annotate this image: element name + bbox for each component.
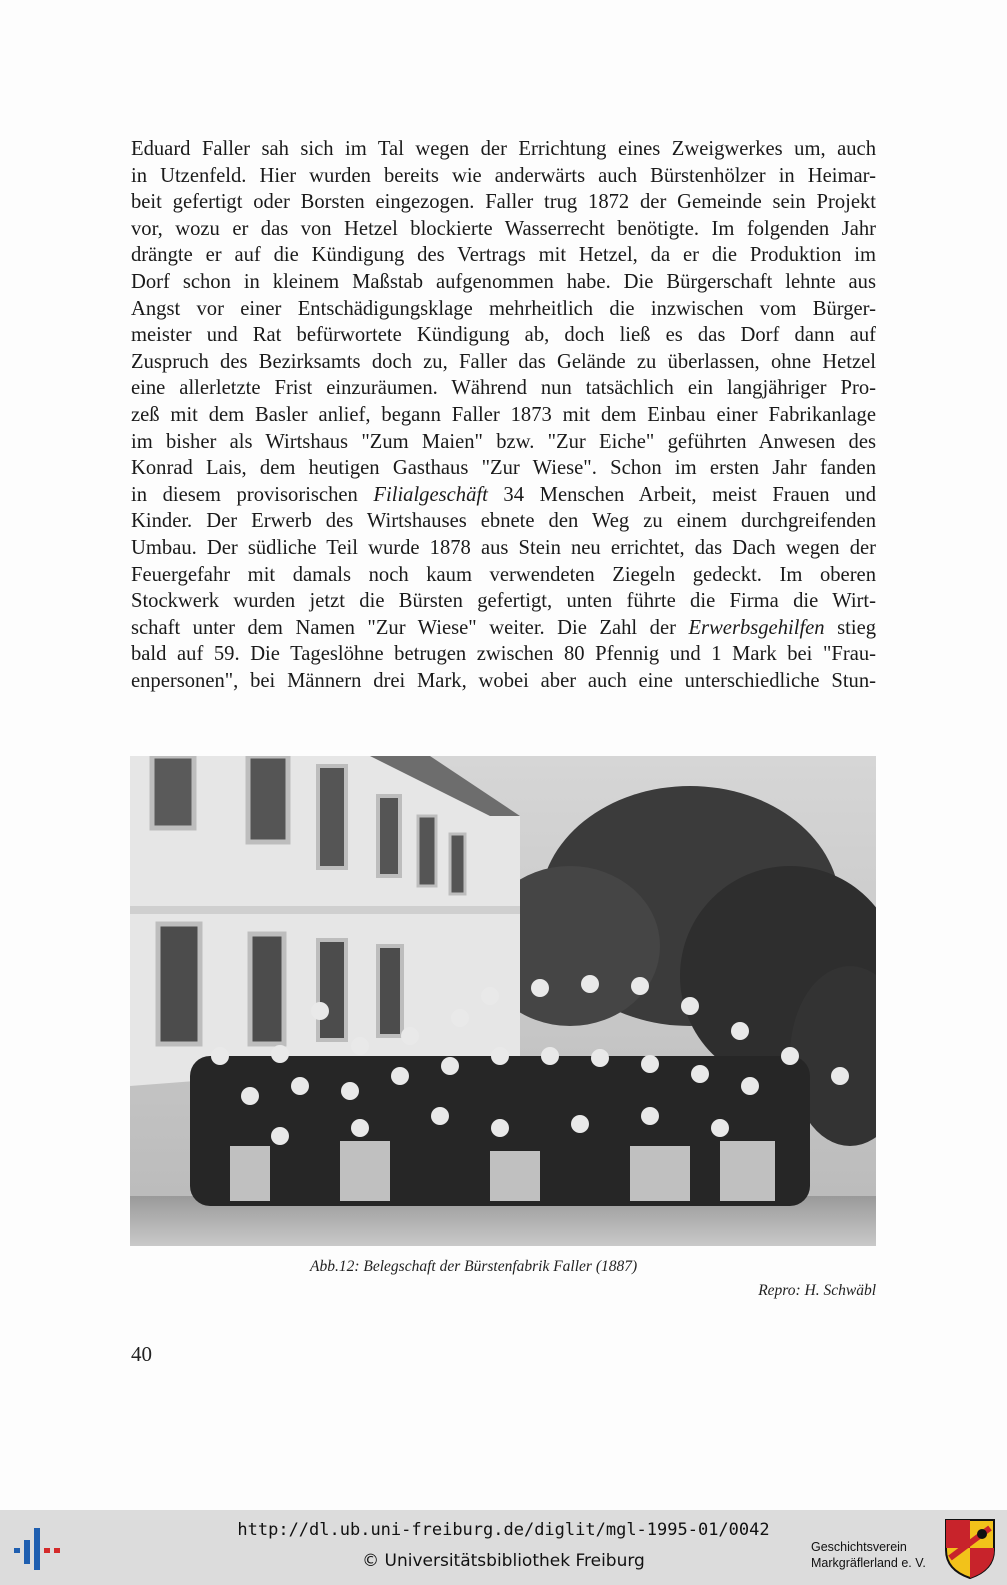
historic-group-photo bbox=[130, 756, 876, 1246]
coat-of-arms-icon bbox=[944, 1518, 996, 1580]
text-line: beit gefertigt oder Borsten eingezogen. Faller trug 1872 der Gemeinde sein Projekt bbox=[131, 191, 876, 214]
footer-bar bbox=[0, 1510, 1007, 1585]
text-segment: 34 Menschen Arbeit, meist Frauen und bbox=[487, 483, 877, 506]
text-segment: stieg bbox=[824, 616, 877, 639]
body-text bbox=[131, 136, 876, 694]
italic-term: Filialgeschäft bbox=[373, 483, 488, 506]
text-line: eine allerletzte Frist einzuräumen. Während nun tatsächlich ein langjähriger Pro- bbox=[131, 377, 876, 400]
text-line: Zuspruch des Bezirksamts doch zu, Faller das Gelände zu überlassen, ohne Hetzel bbox=[131, 350, 876, 373]
text-line: drängte er auf die Kündigung des Vertrags mit Hetzel, da er die Produktion im bbox=[131, 244, 876, 267]
text-line-with-italic bbox=[131, 615, 876, 642]
society-name-line: Geschichtsverein bbox=[811, 1540, 907, 1554]
text-line-with-italic bbox=[131, 482, 876, 509]
society-name-line: Markgräflerland e. V. bbox=[811, 1556, 926, 1570]
text-segment: schaft unter dem Namen "Zur Wiese" weiter. Die Zahl der bbox=[131, 616, 689, 639]
text-segment: in diesem provisorischen bbox=[131, 483, 374, 506]
footer-url-link[interactable]: http://dl.ub.uni-freiburg.de/diglit/mgl-1995-01/0042 bbox=[237, 1520, 770, 1540]
page-number: 40 bbox=[131, 1342, 152, 1366]
text-line: Dorf schon in kleinem Maßstab aufgenommen habe. Die Bürgerschaft lehnte aus bbox=[131, 270, 876, 293]
text-line: Stockwerk wurden jetzt die Bürsten gefertigt, unten führte die Firma die Wirt- bbox=[131, 590, 876, 613]
text-line: Angst vor einer Entschädigungsklage mehrheitlich die inzwischen vom Bürger- bbox=[131, 297, 876, 320]
text-line: Umbau. Der südliche Teil wurde 1878 aus Stein neu errichtet, das Dach wegen der bbox=[131, 536, 876, 559]
society-name bbox=[811, 1539, 926, 1571]
italic-term: Erwerbsgehilfen bbox=[688, 616, 825, 639]
text-line: Konrad Lais, dem heutigen Gasthaus "Zur Wiese". Schon im ersten Jahr fanden bbox=[131, 457, 876, 480]
text-line: meister und Rat befürwortete Kündigung ab, doch ließ es das Dorf dann auf bbox=[131, 324, 876, 347]
footer-copyright: © Universitätsbibliothek Freiburg bbox=[362, 1551, 645, 1571]
text-line: zeß mit dem Basler anlief, begann Faller 1873 mit dem Einbau einer Fabrikanlage bbox=[131, 403, 876, 426]
text-line: Feuergefahr mit damals noch kaum verwendeten Ziegeln gedeckt. Im oberen bbox=[131, 563, 876, 586]
text-line: Kinder. Der Erwerb des Wirtshauses ebnete den Weg zu einem durchgreifenden bbox=[131, 510, 876, 533]
photo-credit: Repro: H. Schwäbl bbox=[758, 1282, 876, 1299]
text-line: bald auf 59. Die Tageslöhne betrugen zwischen 80 Pfennig und 1 Mark bei "Frau- bbox=[131, 643, 876, 666]
figure-caption: Abb.12: Belegschaft der Bürstenfabrik Faller (1887) bbox=[310, 1258, 638, 1275]
text-line: vor, wozu er das von Hetzel blockierte Wasserrecht benötigte. Im folgenden Jahr bbox=[131, 217, 876, 240]
text-line: enpersonen", bei Männern drei Mark, wobei aber auch eine unterschiedliche Stun- bbox=[131, 669, 876, 692]
text-line: Eduard Faller sah sich im Tal wegen der Errichtung eines Zweigwerkes um, auch bbox=[131, 138, 876, 160]
text-line: im bisher als Wirtshaus "Zum Maien" bzw. "Zur Eiche" geführten Anwesen des bbox=[131, 430, 876, 453]
text-line: in Utzenfeld. Hier wurden bereits wie anderwärts auch Bürstenhölzer in Heimar- bbox=[131, 164, 876, 187]
